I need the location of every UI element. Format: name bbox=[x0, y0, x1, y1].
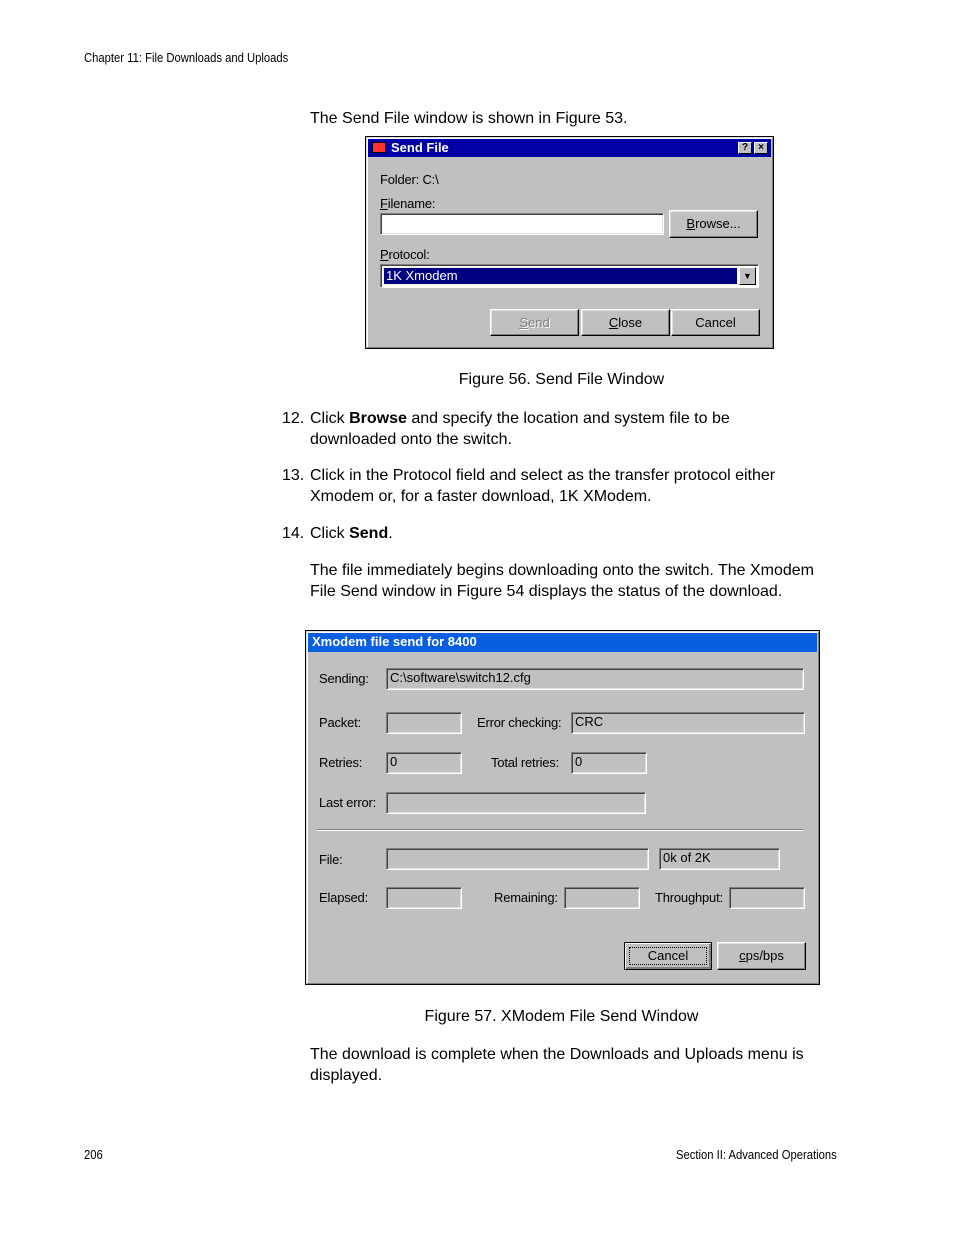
retries-label: Retries: bbox=[319, 755, 363, 770]
retries-field: 0 bbox=[386, 752, 462, 774]
folder-label: Folder: C:\ bbox=[380, 172, 439, 187]
error-checking-field: CRC bbox=[571, 712, 805, 734]
step-12-number: 12. bbox=[282, 410, 305, 427]
step-13-number: 13. bbox=[282, 467, 305, 484]
sending-field: C:\software\switch12.cfg bbox=[386, 668, 804, 690]
error-checking-label: Error checking: bbox=[477, 715, 562, 730]
protocol-label: Protocol: bbox=[380, 247, 430, 262]
sending-label: Sending: bbox=[319, 671, 369, 686]
file-progress-bar bbox=[386, 848, 649, 870]
file-label: File: bbox=[319, 852, 343, 867]
send-file-titlebar bbox=[368, 139, 771, 157]
folder-value: C:\ bbox=[422, 172, 439, 187]
close-icon[interactable]: × bbox=[754, 142, 768, 154]
xmodem-cancel-button[interactable]: Cancel bbox=[624, 942, 712, 970]
filename-label: Filename: bbox=[380, 196, 436, 211]
xmodem-title: Xmodem file send for 8400 bbox=[312, 634, 477, 649]
file-size-field: 0k of 2K bbox=[659, 848, 780, 870]
closing-paragraph: The download is complete when the Downloads and Uploads menu is displayed. bbox=[310, 1046, 804, 1084]
cancel-button[interactable]: Cancel bbox=[671, 309, 760, 336]
total-retries-label: Total retries: bbox=[491, 755, 560, 770]
send-file-dialog bbox=[365, 136, 774, 349]
throughput-label: Throughput: bbox=[655, 890, 723, 905]
chevron-down-icon[interactable]: ▼ bbox=[739, 267, 756, 285]
last-error-label: Last error: bbox=[319, 795, 377, 810]
filename-field[interactable] bbox=[380, 213, 664, 235]
footer-section: Section II: Advanced Operations bbox=[676, 1148, 837, 1162]
figure-56-caption: Figure 56. Send File Window bbox=[458, 371, 665, 388]
elapsed-field bbox=[386, 887, 462, 909]
send-button[interactable]: Send bbox=[490, 309, 579, 336]
remaining-field bbox=[564, 887, 640, 909]
step-14-text: Click Send. bbox=[310, 525, 393, 542]
step-14-number: 14. bbox=[282, 525, 305, 542]
protocol-select[interactable] bbox=[380, 264, 759, 288]
figure-57-caption: Figure 57. XModem File Send Window bbox=[424, 1008, 699, 1025]
last-error-field bbox=[386, 792, 646, 814]
help-button[interactable]: ? bbox=[738, 142, 752, 154]
throughput-field bbox=[729, 887, 805, 909]
focus-ring bbox=[629, 947, 707, 965]
divider bbox=[317, 829, 803, 831]
xmodem-dialog bbox=[305, 630, 820, 985]
elapsed-label: Elapsed: bbox=[319, 890, 368, 905]
close-button[interactable]: Close bbox=[581, 309, 670, 336]
page-number: 206 bbox=[84, 1148, 103, 1162]
packet-label: Packet: bbox=[319, 715, 361, 730]
intro-paragraph: The Send File window is shown in Figure 53. bbox=[310, 110, 628, 127]
cps-bps-button[interactable]: cps/bps bbox=[717, 942, 806, 970]
browse-button[interactable]: Browse... bbox=[669, 210, 758, 238]
app-icon bbox=[372, 142, 386, 153]
send-file-title: Send File bbox=[391, 140, 449, 155]
packet-field bbox=[386, 712, 462, 734]
remaining-label: Remaining: bbox=[494, 890, 558, 905]
step-13-text: Click in the Protocol field and select as the transfer protocol either Xmodem or, for a faster download, 1K XModem. bbox=[310, 467, 776, 505]
running-header: Chapter 11: File Downloads and Uploads bbox=[84, 51, 289, 65]
protocol-selected-value: 1K Xmodem bbox=[384, 268, 737, 284]
xmodem-titlebar bbox=[308, 633, 817, 652]
download-status-paragraph: The file immediately begins downloading onto the switch. The Xmodem File Send window in Figure 54 displays the status of the download. bbox=[310, 562, 814, 600]
total-retries-field: 0 bbox=[571, 752, 647, 774]
step-12-text: Click Browse and specify the location and system file to be downloaded onto the switch. bbox=[310, 410, 730, 448]
